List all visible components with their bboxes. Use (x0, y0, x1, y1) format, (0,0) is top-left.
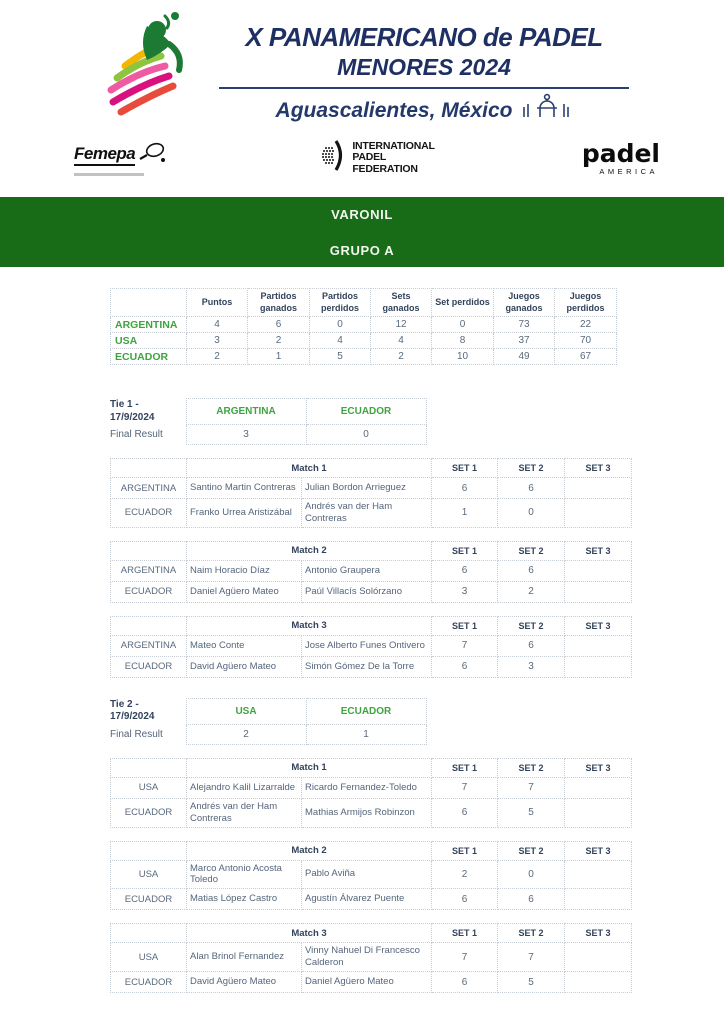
tournament-header (0, 0, 724, 123)
set-score: 1 (432, 499, 498, 528)
set-score: 5 (498, 798, 565, 827)
standings-row (111, 333, 617, 349)
ipf-line1: INTERNATIONAL (352, 140, 435, 153)
tie-label-line2: 17/9/2024 (110, 411, 155, 423)
set-score: 3 (498, 656, 565, 677)
content (0, 288, 724, 993)
tie-team: ARGENTINA (186, 399, 306, 425)
stat-value: 2 (248, 333, 310, 349)
player-name: Matias López Castro (187, 889, 302, 910)
match-row (111, 798, 632, 827)
player-name: Agustín Álvarez Puente (302, 889, 432, 910)
set-header: SET 2 (498, 758, 565, 777)
match-header-row (111, 541, 632, 560)
set-score (565, 943, 632, 972)
match-team: ARGENTINA (111, 560, 187, 581)
set-score: 6 (432, 478, 498, 499)
tournament-title: X PANAMERICANO de PADEL (245, 22, 603, 52)
set-score: 5 (498, 972, 565, 993)
match-header-spacer (111, 924, 187, 943)
tie-teams-row (110, 399, 426, 425)
match-team: USA (111, 943, 187, 972)
padel-america-subtitle: AMERICA (599, 166, 658, 176)
femepa-tagline (74, 173, 144, 176)
standings-col-header: Juegos ganados (494, 289, 555, 317)
ipf-line2: PADEL (352, 151, 387, 164)
tournament-location: Aguascalientes, México (275, 99, 513, 122)
stat-value: 2 (187, 349, 248, 365)
tournament-logo-art (95, 8, 217, 122)
standings-col-header: Partidos perdidos (310, 289, 371, 317)
match-table (110, 616, 632, 678)
padel-america-wordmark: padel (581, 138, 660, 168)
player-name: Santino Martin Contreras (187, 478, 302, 499)
set-header: SET 1 (432, 924, 498, 943)
standings-col-header: Sets ganados (371, 289, 432, 317)
set-score: 7 (498, 943, 565, 972)
match-header-row (111, 616, 632, 635)
match-header-row (111, 841, 632, 860)
match-team: ECUADOR (111, 889, 187, 910)
match-header-row (111, 459, 632, 478)
tie-result-row (110, 425, 426, 445)
set-score (565, 798, 632, 827)
match-row (111, 972, 632, 993)
tournament-logo (95, 8, 217, 122)
match-team: ECUADOR (111, 499, 187, 528)
set-score (565, 889, 632, 910)
player-name: Jose Alberto Funes Ontivero (302, 635, 432, 656)
stat-value: 37 (494, 333, 555, 349)
final-result-value: 1 (306, 724, 426, 744)
set-header: SET 2 (498, 616, 565, 635)
match-team: ECUADOR (111, 581, 187, 602)
set-score: 2 (498, 581, 565, 602)
ipf-line3: FEDERATION (352, 162, 418, 175)
player-name: Julian Bordon Arrieguez (302, 478, 432, 499)
tie-header-table (110, 398, 427, 445)
match-row (111, 499, 632, 528)
match-header-spacer (111, 459, 187, 478)
set-score (565, 777, 632, 798)
padel-ball-icon (319, 139, 345, 178)
stat-value: 49 (494, 349, 555, 365)
tie-team: USA (186, 698, 306, 724)
category-label: VARONIL (331, 207, 393, 222)
match-row (111, 777, 632, 798)
set-score (565, 635, 632, 656)
standings-col-header: Juegos perdidos (555, 289, 617, 317)
set-score: 0 (498, 860, 565, 889)
padel-america-logo (576, 138, 660, 176)
team-name: ECUADOR (111, 349, 187, 365)
stat-value: 67 (555, 349, 617, 365)
location-row (219, 92, 629, 123)
set-score: 7 (432, 635, 498, 656)
tie-header-table (110, 698, 427, 745)
set-header: SET 3 (565, 758, 632, 777)
match-title: Match 1 (187, 758, 432, 777)
set-score: 6 (498, 635, 565, 656)
stat-value: 22 (555, 317, 617, 333)
stat-value: 0 (310, 317, 371, 333)
match-team: USA (111, 860, 187, 889)
set-score: 6 (498, 478, 565, 499)
player-name: Pablo Aviña (302, 860, 432, 889)
set-score: 6 (432, 889, 498, 910)
set-header: SET 1 (432, 758, 498, 777)
set-header: SET 3 (565, 616, 632, 635)
set-header: SET 2 (498, 924, 565, 943)
stat-value: 4 (310, 333, 371, 349)
tie-label-line1: Tie 1 - (110, 399, 139, 410)
match-header-row (111, 924, 632, 943)
match-header-spacer (111, 616, 187, 635)
stat-value: 4 (187, 317, 248, 333)
set-score: 7 (432, 943, 498, 972)
set-score (565, 478, 632, 499)
stat-value: 73 (494, 317, 555, 333)
player-name: Daniel Agüero Mateo (302, 972, 432, 993)
stat-value: 10 (432, 349, 494, 365)
match-header-spacer (111, 541, 187, 560)
stat-value: 5 (310, 349, 371, 365)
standings-header-row (111, 289, 617, 317)
set-header: SET 1 (432, 616, 498, 635)
player-name: Alejandro Kalil Lizarralde (187, 777, 302, 798)
match-row (111, 581, 632, 602)
set-score: 6 (498, 889, 565, 910)
set-score: 6 (432, 656, 498, 677)
final-result-label: Final Result (110, 429, 163, 440)
group-label: GRUPO A (329, 243, 395, 258)
title-divider (219, 87, 629, 89)
match-table (110, 458, 632, 528)
set-header: SET 1 (432, 459, 498, 478)
tie-label (110, 399, 186, 425)
set-score (565, 860, 632, 889)
match-title: Match 2 (187, 841, 432, 860)
standings-corner-cell (111, 289, 187, 317)
title-block (219, 8, 629, 123)
stat-value: 1 (248, 349, 310, 365)
match-team: ECUADOR (111, 656, 187, 677)
set-score (565, 560, 632, 581)
match-row (111, 560, 632, 581)
player-name: Daniel Agüero Mateo (187, 581, 302, 602)
standings-col-header: Puntos (187, 289, 248, 317)
set-header: SET 2 (498, 841, 565, 860)
set-header: SET 3 (565, 841, 632, 860)
set-score: 0 (498, 499, 565, 528)
set-score (565, 499, 632, 528)
match-header-spacer (111, 841, 187, 860)
set-header: SET 3 (565, 541, 632, 560)
tie-team: ECUADOR (306, 698, 426, 724)
team-name: USA (111, 333, 187, 349)
tournament-year: MENORES 2024 (337, 54, 511, 80)
femepa-row (74, 141, 178, 170)
match-team: USA (111, 777, 187, 798)
match-row (111, 656, 632, 677)
player-name: Ricardo Fernandez-Toledo (302, 777, 432, 798)
tie-label-line1: Tie 2 - (110, 698, 139, 710)
set-score: 7 (498, 777, 565, 798)
match-row (111, 860, 632, 889)
match-title: Match 3 (187, 924, 432, 943)
player-name: Alan Brinol Fernandez (187, 943, 302, 972)
standings-col-header: Set perdidos (432, 289, 494, 317)
final-result-label: Final Result (110, 728, 163, 740)
set-score (565, 972, 632, 993)
tie-label-line2: 17/9/2024 (110, 711, 155, 723)
match-row (111, 889, 632, 910)
match-table (110, 758, 632, 828)
stat-value: 70 (555, 333, 617, 349)
player-name: Paúl Villacís Solórzano (302, 581, 432, 602)
player-name: Vinny Nahuel Di Francesco Calderon (302, 943, 432, 972)
stat-value: 12 (371, 317, 432, 333)
match-table (110, 923, 632, 993)
set-header: SET 3 (565, 459, 632, 478)
tie-section-2 (110, 698, 724, 993)
player-name: Antonio Graupera (302, 560, 432, 581)
set-score: 7 (432, 777, 498, 798)
set-score (565, 656, 632, 677)
match-team: ARGENTINA (111, 478, 187, 499)
match-team: ARGENTINA (111, 635, 187, 656)
stat-value: 6 (248, 317, 310, 333)
category-banner (0, 197, 724, 267)
standings-table (110, 288, 617, 365)
player-name: Franko Urrea Aristizábal (187, 499, 302, 528)
player-name: Andrés van der Ham Contreras (302, 499, 432, 528)
set-header: SET 1 (432, 541, 498, 560)
tie-section-1 (110, 398, 724, 678)
standings-row (111, 317, 617, 333)
set-score: 6 (498, 560, 565, 581)
match-title: Match 2 (187, 541, 432, 560)
stat-value: 2 (371, 349, 432, 365)
match-header-row (111, 758, 632, 777)
set-header: SET 2 (498, 459, 565, 478)
set-header: SET 2 (498, 541, 565, 560)
standings-row (111, 349, 617, 365)
standings-col-header: Partidos ganados (248, 289, 310, 317)
player-name: Andrés van der Ham Contreras (187, 798, 302, 827)
racket-icon (138, 141, 168, 170)
set-score: 3 (432, 581, 498, 602)
player-name: Marco Antonio Acosta Toledo (187, 860, 302, 889)
arch-monument-icon (520, 92, 572, 123)
player-name: Simón Gómez De la Torre (302, 656, 432, 677)
match-row (111, 943, 632, 972)
match-title: Match 3 (187, 616, 432, 635)
ipf-logo (319, 139, 434, 178)
tie-label (110, 698, 186, 724)
match-title: Match 1 (187, 459, 432, 478)
femepa-logo (74, 141, 178, 176)
final-result-value: 0 (306, 425, 426, 445)
match-row (111, 635, 632, 656)
player-name: Mathias Armijos Robinzon (302, 798, 432, 827)
match-team: ECUADOR (111, 798, 187, 827)
match-table (110, 841, 632, 911)
player-name: Naim Horacio Díaz (187, 560, 302, 581)
set-score: 2 (432, 860, 498, 889)
stat-value: 4 (371, 333, 432, 349)
match-row (111, 478, 632, 499)
stat-value: 3 (187, 333, 248, 349)
team-name: ARGENTINA (111, 317, 187, 333)
player-name: David Agüero Mateo (187, 656, 302, 677)
set-score: 6 (432, 560, 498, 581)
final-result-value: 2 (186, 724, 306, 744)
match-header-spacer (111, 758, 187, 777)
set-score: 6 (432, 972, 498, 993)
tie-result-row (110, 724, 426, 744)
set-header: SET 1 (432, 841, 498, 860)
stat-value: 8 (432, 333, 494, 349)
player-name: David Agüero Mateo (187, 972, 302, 993)
match-team: ECUADOR (111, 972, 187, 993)
tie-team: ECUADOR (306, 399, 426, 425)
femepa-wordmark: Femepa (74, 144, 135, 166)
stat-value: 0 (432, 317, 494, 333)
set-header: SET 3 (565, 924, 632, 943)
match-table (110, 541, 632, 603)
set-score (565, 581, 632, 602)
set-score: 6 (432, 798, 498, 827)
sponsor-row (0, 123, 724, 185)
ipf-wordmark (352, 141, 434, 174)
tie-teams-row (110, 698, 426, 724)
final-result-value: 3 (186, 425, 306, 445)
player-name: Mateo Conte (187, 635, 302, 656)
